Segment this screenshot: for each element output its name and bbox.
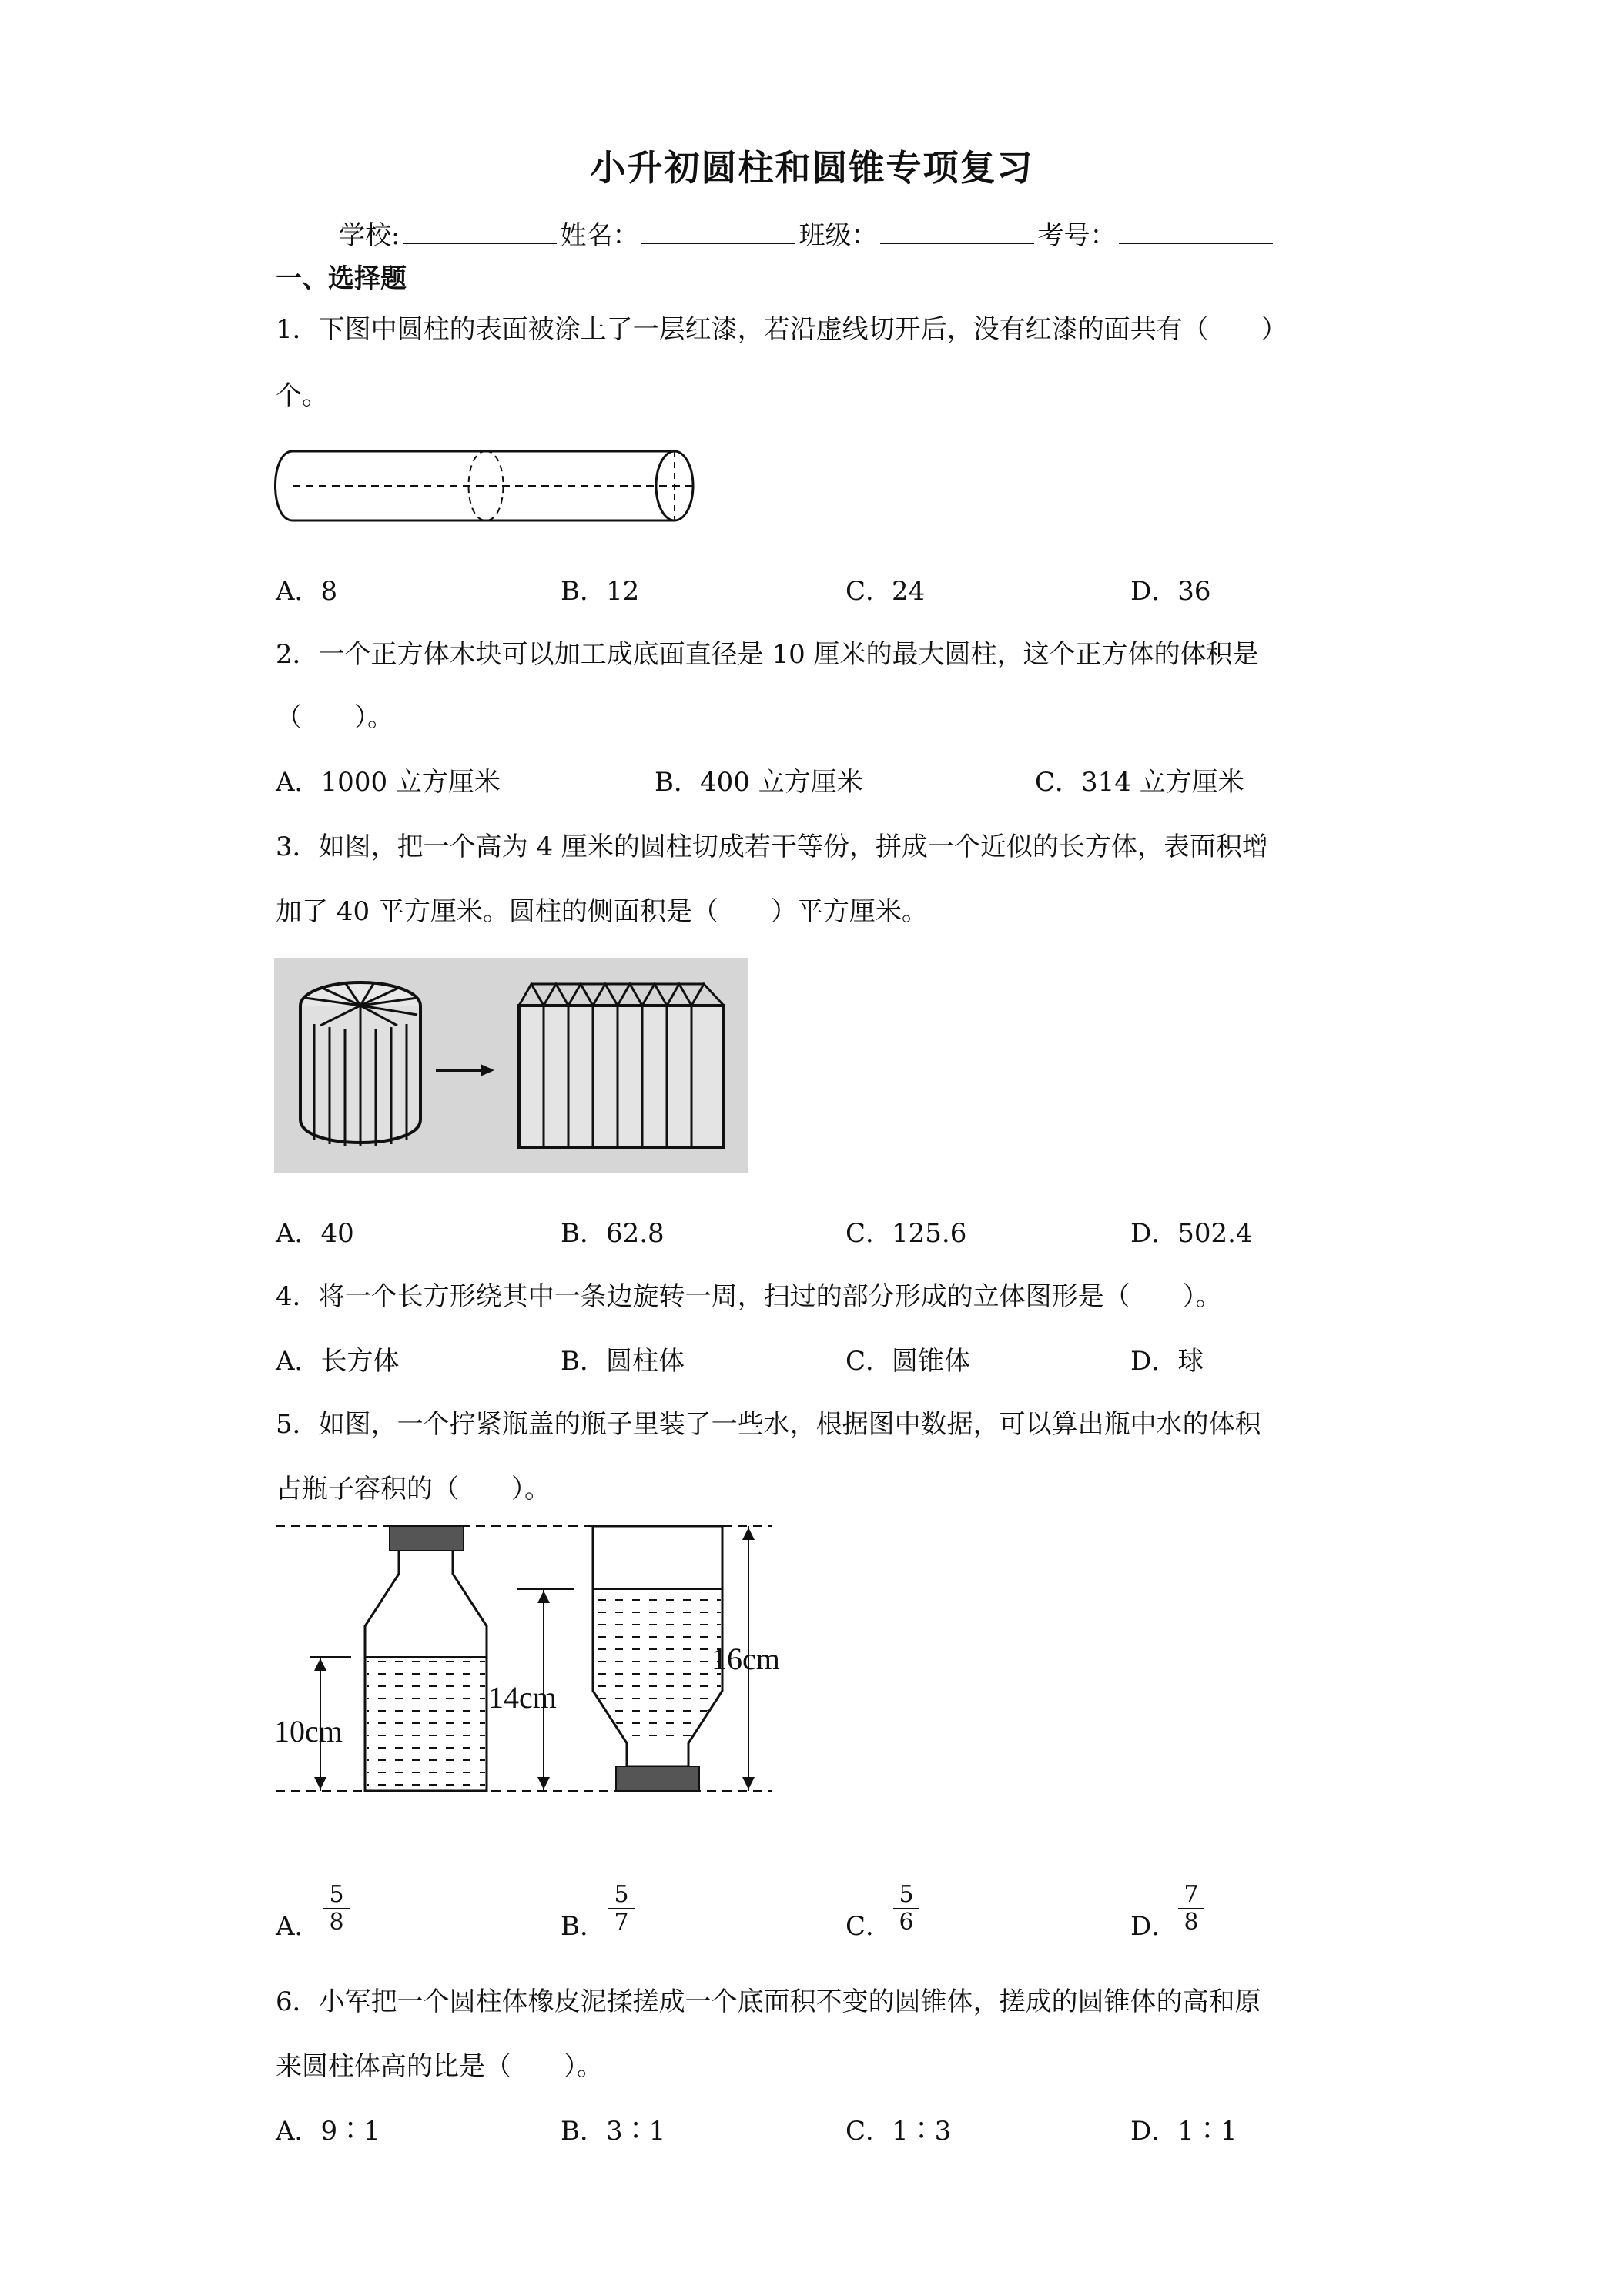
q3-cylinder-to-cuboid-figure <box>274 958 748 1173</box>
q4-option-a[interactable]: A．长方体 <box>276 1346 400 1377</box>
q5-option-b-fraction[interactable] <box>608 1882 635 1936</box>
q1-text-line1: 1．下图中圆柱的表面被涂上了一层红漆，若沿虚线切开后，没有红漆的面共有（ ） <box>276 314 1287 345</box>
q5-option-c-denominator: 6 <box>899 1909 914 1936</box>
q6-option-b[interactable]: B．3∶1 <box>561 2116 666 2147</box>
q3-text-line1: 3．如图，把一个高为 4 厘米的圆柱切成若干等份，拼成一个近似的长方体，表面积增 <box>276 832 1268 862</box>
q5-text-line2: 占瓶子容积的（ ）。 <box>276 1474 551 1504</box>
q2-option-b[interactable]: B．400 立方厘米 <box>655 767 863 798</box>
name-label: 姓名： <box>560 220 639 251</box>
q2-option-a[interactable]: A．1000 立方厘米 <box>276 767 501 798</box>
q4-option-c[interactable]: C．圆锥体 <box>845 1346 971 1377</box>
q6-option-c[interactable]: C．1∶3 <box>845 2116 952 2147</box>
q5-option-d-denominator: 8 <box>1184 1909 1199 1936</box>
q5-label-16cm: 16cm <box>712 1642 780 1676</box>
page-title: 小升初圆柱和圆锥专项复习 <box>590 147 1034 189</box>
q4-option-d[interactable]: D．球 <box>1130 1346 1204 1377</box>
q1-option-c[interactable]: C．24 <box>845 576 926 607</box>
q1-option-a[interactable]: A．8 <box>276 576 338 607</box>
q5-option-d-letter[interactable]: D． <box>1130 1911 1178 1942</box>
q5-option-d-fraction[interactable] <box>1178 1882 1204 1936</box>
q2-text-line2: （ ）。 <box>276 702 393 733</box>
q5-option-d-numerator: 7 <box>1178 1882 1204 1909</box>
q1-option-b[interactable]: B．12 <box>561 576 640 607</box>
name-blank[interactable] <box>641 221 795 244</box>
class-label: 班级： <box>799 220 878 251</box>
q3-option-a[interactable]: A．40 <box>276 1218 354 1249</box>
q3-text-line2: 加了 40 平方厘米。圆柱的侧面积是（ ）平方厘米。 <box>276 896 928 927</box>
q6-text-line1: 6．小军把一个圆柱体橡皮泥揉搓成一个底面积不变的圆锥体，搓成的圆锥体的高和原 <box>276 1986 1261 2017</box>
q5-option-a-numerator: 5 <box>323 1882 350 1909</box>
q1-cylinder-figure <box>274 443 705 528</box>
q5-option-a-letter[interactable]: A． <box>276 1911 321 1942</box>
q5-option-b-numerator: 5 <box>608 1882 635 1909</box>
q5-label-14cm: 14cm <box>488 1680 557 1715</box>
q4-option-b[interactable]: B．圆柱体 <box>561 1346 685 1377</box>
exam-number-label: 考号： <box>1037 220 1117 251</box>
q5-option-c-letter[interactable]: C． <box>845 1911 892 1942</box>
q5-option-c-fraction[interactable] <box>893 1882 919 1936</box>
q5-text-line1: 5．如图，一个拧紧瓶盖的瓶子里装了一些水，根据图中数据，可以算出瓶中水的体积 <box>276 1409 1261 1440</box>
q4-text-line1: 4．将一个长方形绕其中一条边旋转一周，扫过的部分形成的立体图形是（ ）。 <box>276 1281 1222 1312</box>
q2-option-c[interactable]: C．314 立方厘米 <box>1035 767 1244 798</box>
q6-option-a[interactable]: A．9∶1 <box>276 2116 380 2147</box>
q5-option-c-numerator: 5 <box>893 1882 919 1909</box>
school-label: 学校: <box>339 220 400 251</box>
q5-label-10cm: 10cm <box>274 1714 343 1749</box>
q5-option-a-fraction[interactable] <box>323 1882 350 1936</box>
q5-bottle-figure <box>274 1520 782 1812</box>
q5-option-a-denominator: 8 <box>329 1909 344 1936</box>
section-heading-choice: 一、选择题 <box>276 263 407 294</box>
q5-option-b-letter[interactable]: B． <box>561 1911 606 1942</box>
q6-option-d[interactable]: D．1∶1 <box>1130 2116 1237 2147</box>
q1-text-line2: 个。 <box>276 380 328 411</box>
q3-option-d[interactable]: D．502.4 <box>1130 1218 1253 1249</box>
q3-option-c[interactable]: C．125.6 <box>845 1218 967 1249</box>
student-info-line <box>339 214 1276 252</box>
q1-option-d[interactable]: D．36 <box>1130 576 1211 607</box>
exam-number-blank[interactable] <box>1119 221 1273 244</box>
q2-text-line1: 2．一个正方体木块可以加工成底面直径是 10 厘米的最大圆柱，这个正方体的体积是 <box>276 639 1259 670</box>
class-blank[interactable] <box>880 221 1034 244</box>
school-blank[interactable] <box>403 221 557 244</box>
q3-option-b[interactable]: B．62.8 <box>561 1218 665 1249</box>
q5-option-b-denominator: 7 <box>614 1909 629 1936</box>
q6-text-line2: 来圆柱体高的比是（ ）。 <box>276 2051 603 2082</box>
